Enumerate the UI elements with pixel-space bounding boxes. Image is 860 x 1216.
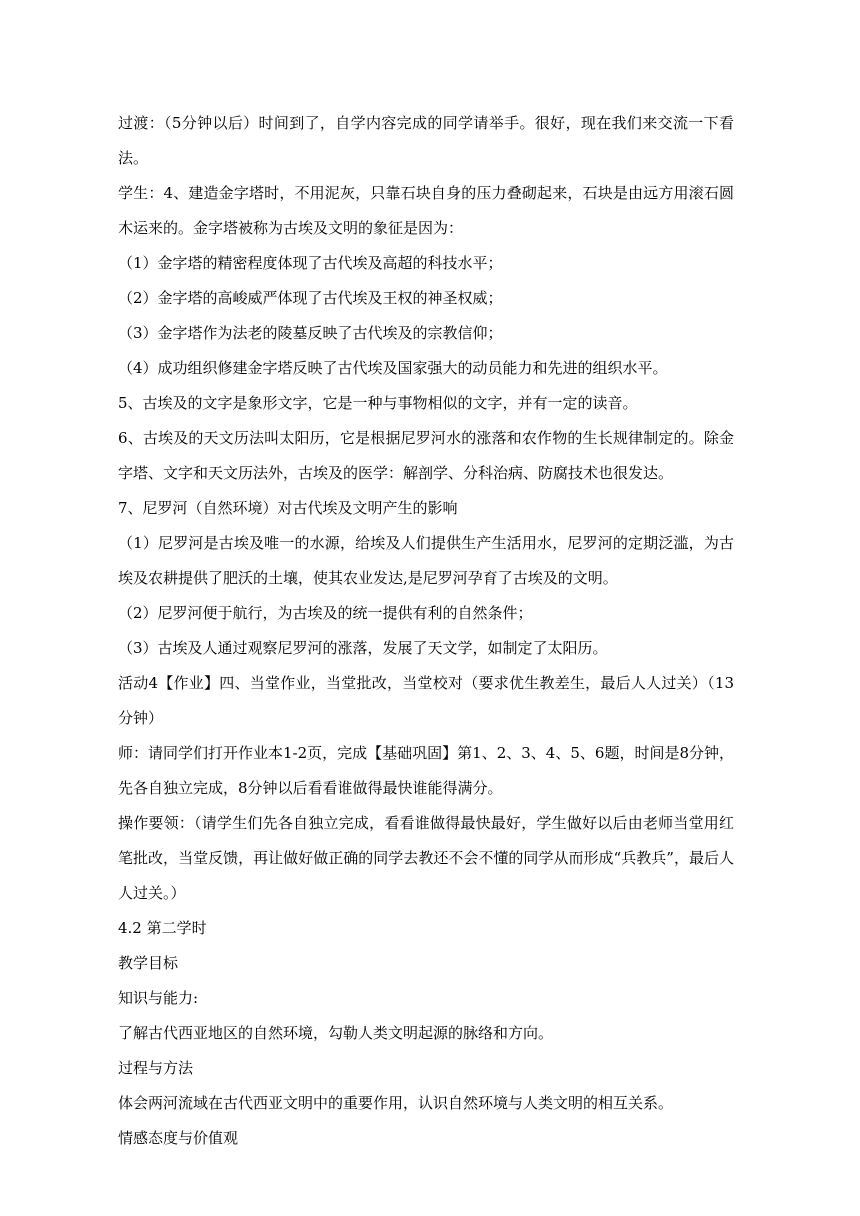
heading-process-method: 过程与方法 xyxy=(118,1059,194,1077)
document-body xyxy=(118,106,734,1156)
paragraph-teacher-instruction: 师：请同学们打开作业本1-2页，完成【基础巩固】第1、2、3、4、5、6题，时间是8分钟，先各自独立完成，8分钟以后看看谁做得最快谁能得满分。 xyxy=(118,744,734,797)
paragraph-transition: 过渡：（5分钟以后）时间到了，自学内容完成的同学请举手。很好，现在我们来交流一下看法。 xyxy=(118,114,734,167)
paragraph-activity-4: 活动4【作业】四、当堂作业，当堂批改，当堂校对（要求优生教差生，最后人人过关）（13分钟） xyxy=(118,674,734,727)
paragraph-pyramid-point-2: （2）金字塔的高峻威严体现了古代埃及王权的神圣权威； xyxy=(118,289,503,307)
heading-teaching-goals: 教学目标 xyxy=(118,954,179,972)
paragraph-nile-heading: 7、尼罗河（自然环境）对古代埃及文明产生的影响 xyxy=(118,499,458,517)
paragraph-writing: 5、古埃及的文字是象形文字，它是一种与事物相似的文字，并有一定的读音。 xyxy=(118,394,638,412)
paragraph-pyramid-point-3: （3）金字塔作为法老的陵墓反映了古代埃及的宗教信仰； xyxy=(118,324,503,342)
paragraph-operation-notes: 操作要领：（请学生们先各自独立完成，看看谁做得最快最好，学生做好以后由老师当堂用红笔批改，当堂反馈，再让做好做正确的同学去教还不会不懂的同学从而形成“兵教兵”，最后人人过关。） xyxy=(118,814,734,902)
paragraph-nile-point-2: （2）尼罗河便于航行，为古埃及的统一提供有利的自然条件； xyxy=(118,604,533,622)
paragraph-student-answer: 学生：4、建造金字塔时，不用泥灰，只靠石块自身的压力叠砌起来，石块是由远方用滚石圆木运来的。金字塔被称为古埃及文明的象征是因为： xyxy=(118,184,734,237)
paragraph-process-goal: 体会两河流域在古代西亚文明中的重要作用，认识自然环境与人类文明的相互关系。 xyxy=(118,1094,674,1112)
paragraph-nile-point-3: （3）古埃及人通过观察尼罗河的涨落，发展了天文学，如制定了太阳历。 xyxy=(118,639,608,657)
paragraph-calendar: 6、古埃及的天文历法叫太阳历，它是根据尼罗河水的涨落和农作物的生长规律制定的。除金字塔、文字和天文历法外，古埃及的医学：解剖学、分科治病、防腐技术也很发达。 xyxy=(118,429,734,482)
paragraph-pyramid-point-1: （1）金字塔的精密程度体现了古代埃及高超的科技水平； xyxy=(118,254,503,272)
heading-emotion-values: 情感态度与价值观 xyxy=(118,1129,239,1147)
heading-knowledge-ability: 知识与能力: xyxy=(118,989,199,1007)
paragraph-knowledge-goal: 了解古代西亚地区的自然环境，勾勒人类文明起源的脉络和方向。 xyxy=(118,1024,554,1042)
section-heading-second-period: 4.2 第二学时 xyxy=(118,919,207,937)
paragraph-pyramid-point-4: （4）成功组织修建金字塔反映了古代埃及国家强大的动员能力和先进的组织水平。 xyxy=(118,359,668,377)
paragraph-nile-point-1: （1）尼罗河是古埃及唯一的水源，给埃及人们提供生产生活用水，尼罗河的定期泛滥，为古埃及农耕提供了肥沃的土壤，使其农业发达,是尼罗河孕育了古埃及的文明。 xyxy=(118,534,734,587)
